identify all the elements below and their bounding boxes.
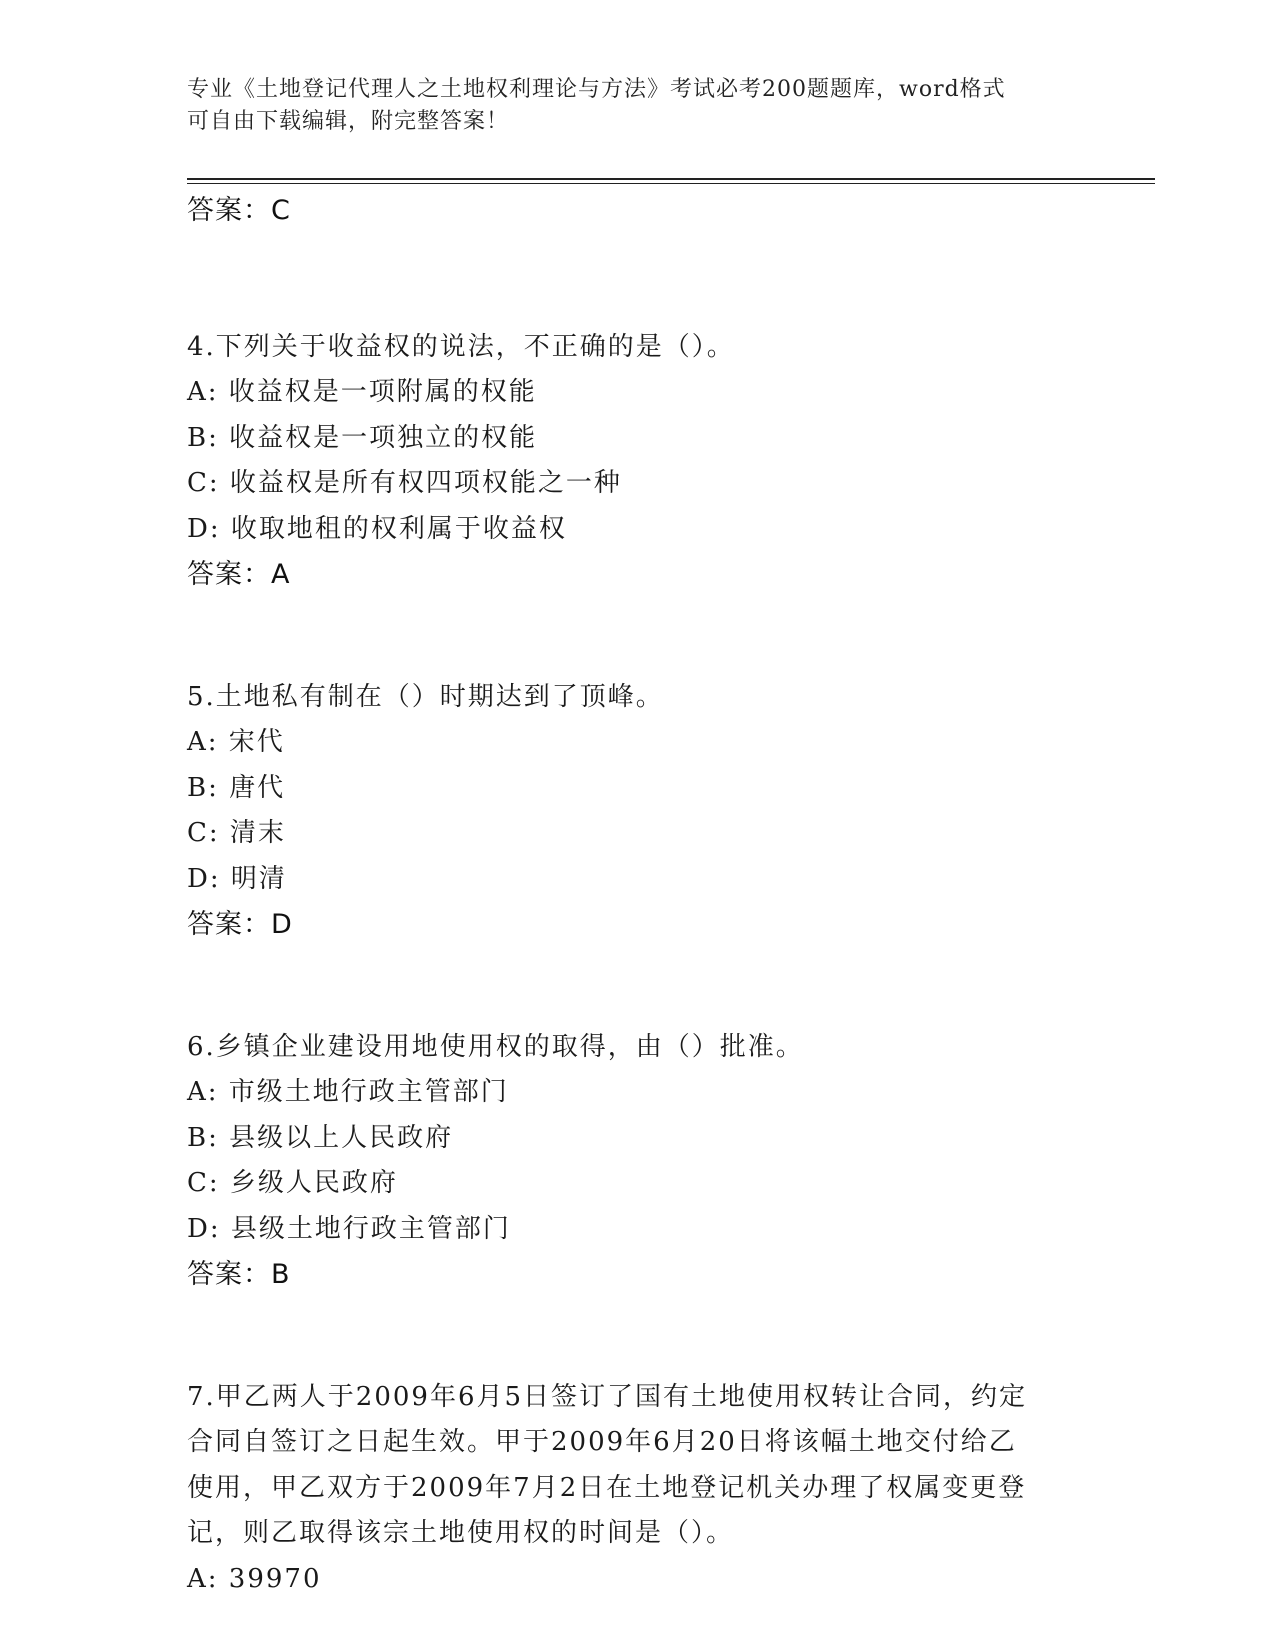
question-5-text: 5.土地私有制在（）时期达到了顶峰。 [187, 681, 664, 712]
header-line-2: 可自由下载编辑，附完整答案！ [187, 109, 510, 134]
header-divider-thick [187, 178, 1155, 180]
question-4 [187, 325, 1087, 598]
question-4-option-a: A: 收益权是一项附属的权能 [187, 377, 537, 407]
question-7 [187, 1375, 1087, 1603]
spacer [187, 234, 1087, 325]
question-7-option-a: A: 39970 [187, 1563, 322, 1594]
document-header [187, 74, 1087, 138]
spacer [187, 1298, 1087, 1375]
answer-previous: 答案：C [187, 195, 291, 226]
header-line-1: 专业《土地登记代理人之土地权利理论与方法》考试必考200题题库，word格式 [187, 77, 1006, 102]
spacer [187, 598, 1087, 675]
question-5-option-b: B: 唐代 [187, 772, 286, 803]
question-6-option-d: D: 县级土地行政主管部门 [187, 1213, 511, 1244]
question-4-option-b: B: 收益权是一项独立的权能 [187, 422, 538, 453]
question-6-text: 6.乡镇企业建设用地使用权的取得，由（）批准。 [187, 1031, 804, 1062]
question-6 [187, 1025, 1087, 1298]
question-7-text-line-4: 记，则乙取得该宗土地使用权的时间是（）。 [187, 1518, 735, 1548]
question-5-option-a: A: 宋代 [187, 727, 285, 757]
question-7-text-line-1: 7.甲乙两人于2009年6月5日签订了国有土地使用权转让合同，约定 [187, 1381, 1028, 1412]
question-4-answer: 答案：A [187, 559, 291, 590]
header-divider-thin [187, 183, 1155, 184]
question-6-option-b: B: 县级以上人民政府 [187, 1122, 454, 1153]
spacer [187, 948, 1087, 1025]
question-5 [187, 675, 1087, 948]
question-list [187, 188, 1087, 1602]
question-7-text-line-2: 合同自签订之日起生效。甲于2009年6月20日将该幅土地交付给乙 [187, 1427, 1017, 1457]
question-4-option-d: D: 收取地租的权利属于收益权 [187, 513, 567, 544]
question-7-text-line-3: 使用，甲乙双方于2009年7月2日在土地登记机关办理了权属变更登 [187, 1472, 1027, 1503]
question-5-option-c: C: 清末 [187, 818, 286, 848]
question-5-option-d: D: 明清 [187, 863, 287, 894]
question-4-text: 4.下列关于收益权的说法，不正确的是（）。 [187, 331, 735, 362]
question-5-answer: 答案：D [187, 909, 293, 940]
question-6-option-c: C: 乡级人民政府 [187, 1168, 398, 1198]
question-6-answer: 答案：B [187, 1259, 291, 1290]
question-4-option-c: C: 收益权是所有权四项权能之一种 [187, 468, 622, 498]
question-6-option-a: A: 市级土地行政主管部门 [187, 1077, 509, 1107]
